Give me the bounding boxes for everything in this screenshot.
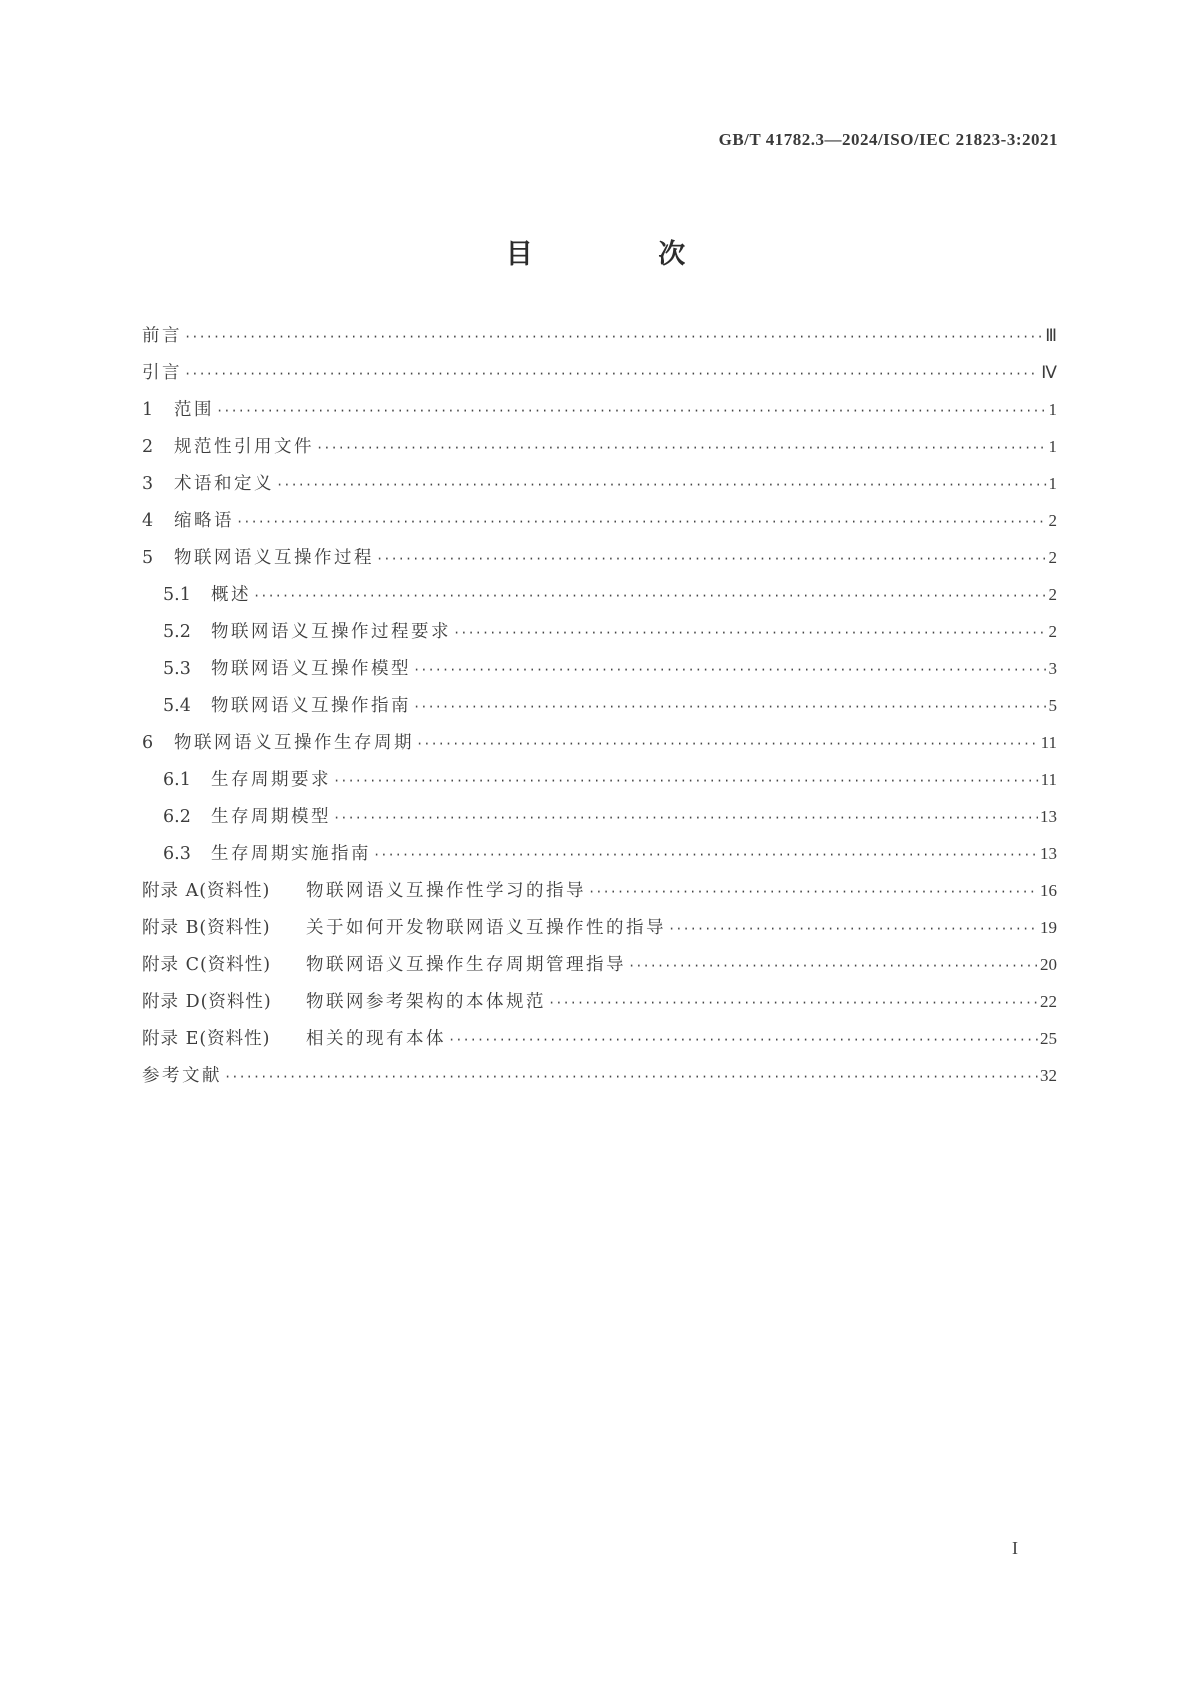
toc-dot-leader — [333, 811, 1038, 825]
toc-page-number: 19 — [1040, 918, 1057, 937]
toc-entry-6-2[interactable] — [142, 803, 1057, 840]
toc-page-number: 2 — [1048, 511, 1057, 530]
toc-entry-2[interactable] — [142, 433, 1057, 470]
toc-dot-leader — [668, 922, 1038, 936]
toc-entry-annex-c[interactable] — [142, 951, 1057, 988]
toc-dot-leader — [184, 367, 1039, 381]
toc-page-number: 22 — [1040, 992, 1057, 1011]
toc-dot-leader — [413, 700, 1047, 714]
toc-entry-text: 关于如何开发物联网语义互操作性的指导 — [306, 918, 666, 938]
table-of-contents — [142, 322, 1057, 1099]
toc-entry-text: 物联网语义互操作指南 — [211, 696, 411, 716]
toc-dot-leader — [373, 848, 1038, 862]
toc-entry-text: 术语和定义 — [174, 474, 274, 494]
toc-entry-text: 物联网语义互操作生存周期 — [174, 733, 414, 753]
toc-dot-leader — [548, 996, 1038, 1010]
toc-dot-leader — [316, 441, 1047, 455]
toc-page-number: 1 — [1048, 400, 1057, 419]
toc-annex-label: 附录 D(资料性) — [142, 992, 272, 1012]
toc-annex-label: 附录 E(资料性) — [142, 1029, 271, 1049]
toc-page-number: 2 — [1048, 585, 1057, 604]
toc-dot-leader — [216, 404, 1047, 418]
toc-entry-number: 6.1 — [163, 770, 191, 790]
toc-entry-number: 5.1 — [163, 585, 191, 605]
toc-entry-text: 物联网语义互操作生存周期管理指导 — [306, 955, 626, 975]
toc-entry-text: 生存周期模型 — [211, 807, 331, 827]
toc-page-number: 5 — [1048, 696, 1057, 715]
toc-dot-leader — [184, 330, 1043, 344]
toc-page-number: 11 — [1040, 770, 1057, 789]
toc-title: 目 次 — [505, 239, 744, 270]
toc-entry-6[interactable] — [142, 729, 1057, 766]
toc-page-number: 3 — [1048, 659, 1057, 678]
toc-entry-4[interactable] — [142, 507, 1057, 544]
toc-page-number: 32 — [1040, 1066, 1057, 1085]
toc-entry-text: 前言 — [142, 326, 182, 346]
toc-page-number: 1 — [1048, 437, 1057, 456]
toc-entry-text: 物联网语义互操作模型 — [211, 659, 411, 679]
toc-page-number: 13 — [1040, 844, 1057, 863]
toc-entry-text: 相关的现有本体 — [306, 1029, 446, 1049]
toc-entry-text: 范围 — [174, 400, 214, 420]
toc-entry-number: 5 — [142, 548, 154, 568]
toc-entry-text: 物联网语义互操作过程 — [174, 548, 374, 568]
toc-entry-number: 5.3 — [163, 659, 191, 679]
toc-annex-label: 附录 C(资料性) — [142, 955, 272, 975]
toc-entry-text: 物联网参考架构的本体规范 — [306, 992, 546, 1012]
toc-page-number: 13 — [1040, 807, 1057, 826]
toc-entry-introduction[interactable] — [142, 359, 1057, 396]
toc-entry-number: 2 — [142, 437, 154, 457]
toc-entry-number: 1 — [142, 400, 154, 420]
toc-entry-text: 概述 — [211, 585, 251, 605]
toc-entry-text: 参考文献 — [142, 1066, 222, 1086]
toc-entry-5[interactable] — [142, 544, 1057, 581]
toc-entry-5-1[interactable] — [142, 581, 1057, 618]
toc-entry-foreword[interactable] — [142, 322, 1057, 359]
toc-entry-annex-b[interactable] — [142, 914, 1057, 951]
toc-entry-text: 生存周期实施指南 — [211, 844, 371, 864]
toc-page-number: 2 — [1048, 622, 1057, 641]
toc-entry-text: 规范性引用文件 — [174, 437, 314, 457]
toc-entry-annex-e[interactable] — [142, 1025, 1057, 1062]
toc-entry-number: 6.3 — [163, 844, 191, 864]
toc-dot-leader — [276, 478, 1047, 492]
toc-dot-leader — [236, 515, 1047, 529]
toc-page-number: 2 — [1048, 548, 1057, 567]
toc-dot-leader — [628, 959, 1038, 973]
toc-page-number: 25 — [1040, 1029, 1057, 1048]
toc-entry-3[interactable] — [142, 470, 1057, 507]
toc-page-number: 1 — [1048, 474, 1057, 493]
toc-entry-5-4[interactable] — [142, 692, 1057, 729]
toc-entry-annex-a[interactable] — [142, 877, 1057, 914]
toc-entry-number: 4 — [142, 511, 154, 531]
toc-page-number: Ⅳ — [1041, 363, 1057, 382]
toc-page-number: Ⅲ — [1045, 326, 1057, 345]
toc-dot-leader — [333, 774, 1039, 788]
toc-annex-label: 附录 B(资料性) — [142, 918, 271, 938]
toc-dot-leader — [224, 1070, 1038, 1084]
standard-identifier: GB/T 41782.3—2024/ISO/IEC 21823-3:2021 — [718, 130, 1058, 149]
toc-entry-number: 6.2 — [163, 807, 191, 827]
toc-dot-leader — [253, 589, 1047, 603]
toc-dot-leader — [413, 663, 1047, 677]
toc-entry-number: 3 — [142, 474, 154, 494]
toc-page-number: 20 — [1040, 955, 1057, 974]
toc-dot-leader — [416, 737, 1039, 751]
toc-page-number: 11 — [1040, 733, 1057, 752]
toc-entry-text: 物联网语义互操作性学习的指导 — [306, 881, 586, 901]
toc-entry-number: 5.4 — [163, 696, 191, 716]
toc-entry-1[interactable] — [142, 396, 1057, 433]
toc-entry-6-3[interactable] — [142, 840, 1057, 877]
toc-entry-text: 生存周期要求 — [211, 770, 331, 790]
toc-entry-number: 6 — [142, 733, 154, 753]
toc-entry-5-3[interactable] — [142, 655, 1057, 692]
toc-annex-label: 附录 A(资料性) — [142, 881, 271, 901]
toc-entry-5-2[interactable] — [142, 618, 1057, 655]
toc-entry-text: 缩略语 — [174, 511, 234, 531]
toc-dot-leader — [588, 885, 1038, 899]
toc-entry-6-1[interactable] — [142, 766, 1057, 803]
page-number: I — [1012, 1538, 1018, 1558]
toc-entry-text: 物联网语义互操作过程要求 — [211, 622, 451, 642]
toc-page-number: 16 — [1040, 881, 1057, 900]
toc-dot-leader — [448, 1033, 1038, 1047]
toc-entry-annex-d[interactable] — [142, 988, 1057, 1025]
toc-entry-bibliography[interactable] — [142, 1062, 1057, 1099]
toc-dot-leader — [453, 626, 1047, 640]
toc-entry-text: 引言 — [142, 363, 182, 383]
toc-dot-leader — [376, 552, 1047, 566]
toc-entry-number: 5.2 — [163, 622, 191, 642]
